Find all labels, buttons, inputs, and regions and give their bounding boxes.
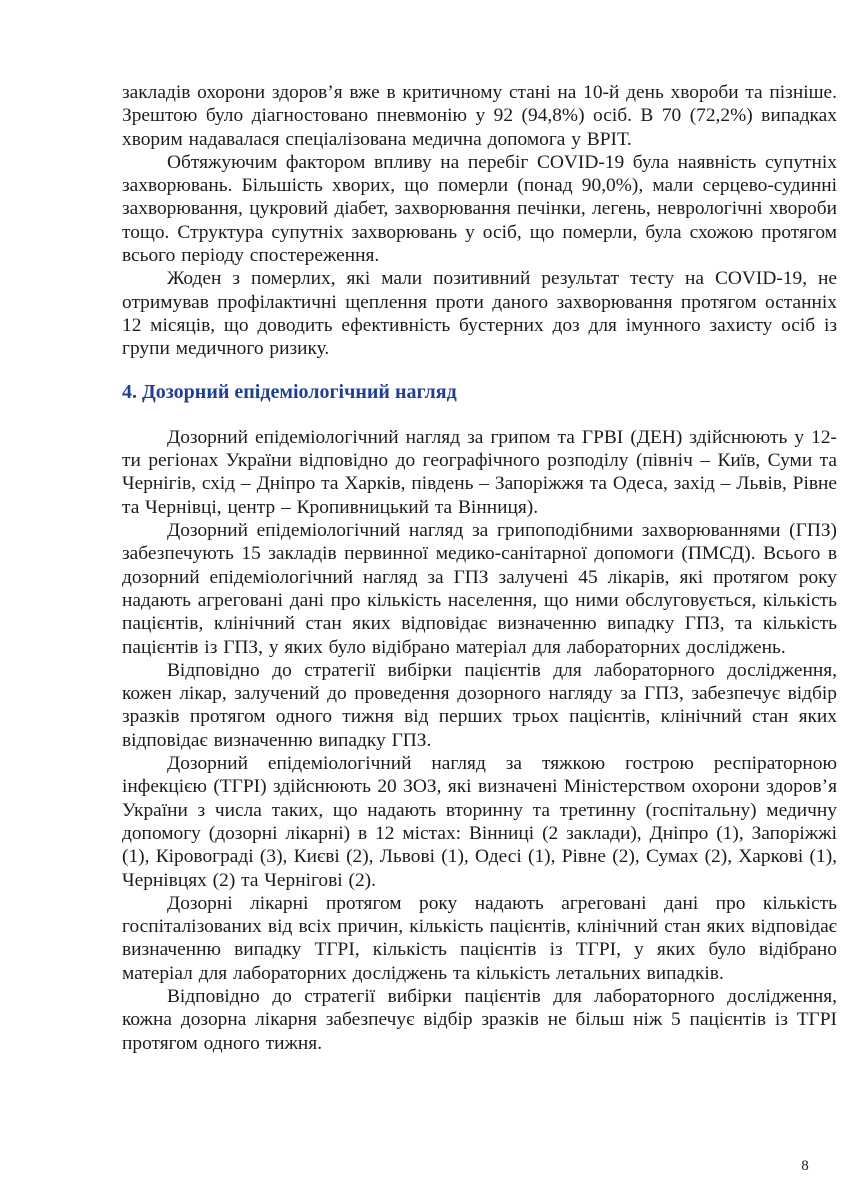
paragraph: Обтяжуючим фактором впливу на перебіг COVID-19 була наявність супутніх захворювань. Більшість хворих, що померли (понад 90,0%), мали серцево-судинні захворювання, цукровий діабет, захворювання печінки, легень, неврологічні хвороби тощо. Структура супутніх захворювань у осіб, що померли, була схожою протягом всього періоду спостереження. bbox=[122, 151, 837, 267]
paragraph: Жоден з померлих, які мали позитивний результат тесту на COVID-19, не отримував профілактичні щеплення проти даного захворювання протягом останніх 12 місяців, що доводить ефективність бустерних доз для імунного захисту осіб із групи медичного ризику. bbox=[122, 268, 837, 360]
paragraph: закладів охорони здоров’я вже в критичному стані на 10-й день хвороби та пізніше. Зрештою було діагностовано пневмонію у 92 (94,8%) осіб. В 70 (72,2%) випадках хворим надавалася спеціалізована медична допомога у ВРІТ. bbox=[122, 82, 837, 150]
paragraph: Відповідно до стратегії вибірки пацієнтів для лабораторного дослідження, кожна дозорна лікарня забезпечує відбір зразків не більш ніж 5 пацієнтів із ТГРІ протягом одного тижня. bbox=[122, 985, 837, 1054]
paragraph: Дозорні лікарні протягом року надають агреговані дані про кількість госпіталізованих від всіх причин, кількість пацієнтів, клінічний стан яких відповідає визначенню випадку ТГРІ, кількість пацієнтів із ТГРІ, у яких було відібрано матеріал для лабораторних досліджень та кількість летальних випадків. bbox=[122, 892, 837, 984]
paragraph: Відповідно до стратегії вибірки пацієнтів для лабораторного дослідження, кожен лікар, залучений до проведення дозорного нагляду за ГПЗ, забезпечує відбір зразків протягом одного тижня від перших трьох пацієнтів, клінічний стан яких відповідає визначенню випадку ГПЗ. bbox=[122, 659, 837, 751]
paragraph: Дозорний епідеміологічний нагляд за тяжкою гострою респіраторною інфекцією (ТГРІ) здійснюють 20 ЗОЗ, які визначені Міністерством охорони здоров’я України з числа таких, що надають вторинну та третинну (госпітальну) медичну допомогу (дозорні лікарні) в 12 містах: Вінниці (2 заклади), Дніпро (1), Запоріжжі (1), Кіровограді (3), Києві (2), Львові (1), Одесі (1), Рівне (2), Сумах (2), Харкові (1), Чернівцях (2) та Чернігові (2). bbox=[122, 753, 837, 891]
paragraph: Дозорний епідеміологічний нагляд за грипоподібними захворюваннями (ГПЗ) забезпечують 15 закладів первинної медико-санітарної допомоги (ПМСД). Всього в дозорний епідеміологічний нагляд за ГПЗ залучені 45 лікарів, які протягом року надають агреговані дані про кількість населення, що ними обслуговується, кількість пацієнтів, клінічний стан яких відповідає визначенню випадку ГПЗ, та кількість пацієнтів із ГПЗ, у яких було відібрано матеріал для лабораторних досліджень. bbox=[122, 520, 837, 658]
section-heading: 4. Дозорний епідеміологічний нагляд bbox=[122, 380, 457, 403]
page-number: 8 bbox=[801, 1158, 809, 1174]
page-content bbox=[122, 81, 837, 1055]
paragraph: Дозорний епідеміологічний нагляд за грипом та ГРВІ (ДЕН) здійснюють у 12-ти регіонах України відповідно до географічного розподілу (північ – Київ, Суми та Чернігів, схід – Дніпро та Харків, південь – Запоріжжя та Одеса, захід – Львів, Рівне та Чернівці, центр – Кропивницький та Вінниця). bbox=[122, 426, 837, 518]
